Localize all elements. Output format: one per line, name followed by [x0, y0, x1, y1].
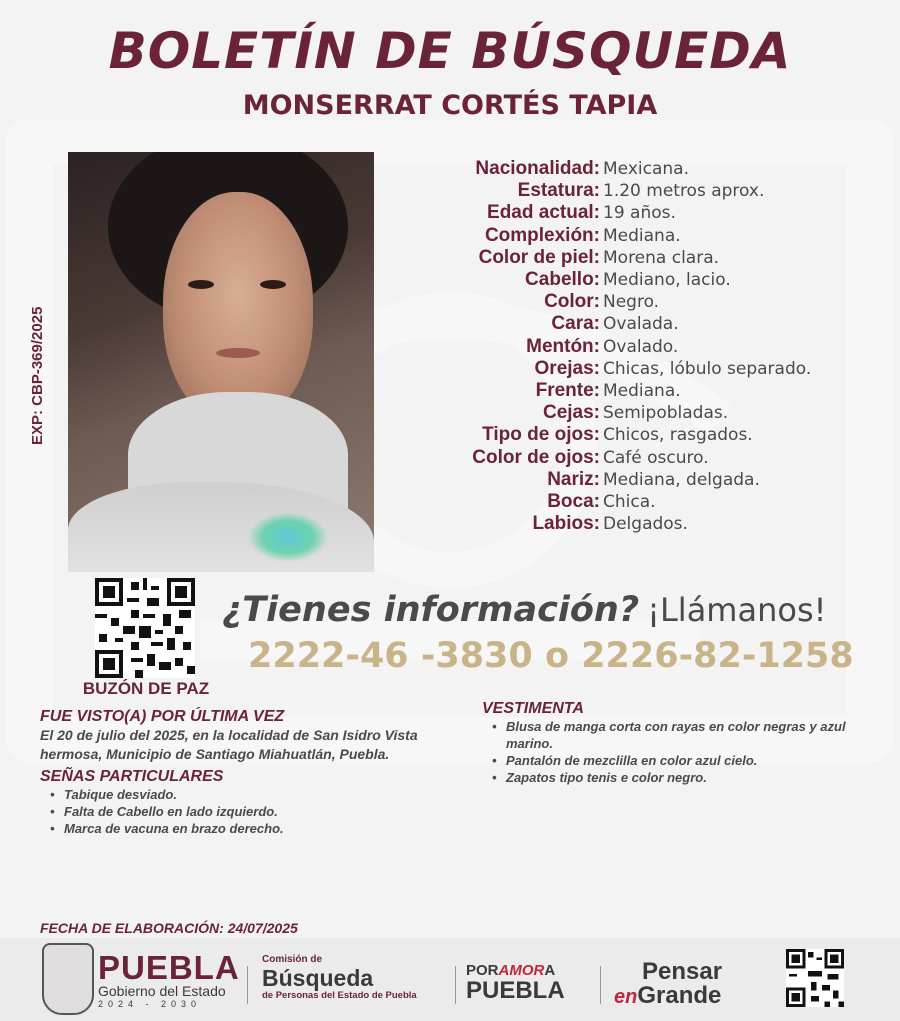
detail-value: Delgados.	[603, 514, 688, 535]
buzon-label: BUZÓN DE PAZ	[82, 679, 210, 698]
detail-value: Café oscuro.	[603, 447, 709, 468]
list-item: • Tabique desviado.	[40, 786, 470, 803]
list-item: • Marca de vacuna en brazo derecho.	[40, 820, 470, 837]
detail-row	[400, 269, 880, 291]
detail-value: Mediana, delgada.	[603, 469, 760, 490]
detail-label: Nacionalidad:	[475, 158, 600, 180]
detail-label: Cara:	[551, 313, 600, 335]
detail-label: Complexión:	[484, 224, 600, 246]
detail-value: Chicas, lóbulo separado.	[603, 358, 812, 379]
detail-row	[400, 358, 880, 380]
detail-label: Color de piel:	[478, 246, 600, 268]
detail-row	[400, 424, 880, 446]
poramor-amor: AMOR	[498, 962, 545, 979]
clothing-section	[482, 700, 882, 786]
detail-label: Estatura:	[517, 180, 600, 202]
detail-row	[400, 513, 880, 535]
list-item: • Blusa de manga corta con rayas en color negras y azul marino.	[482, 718, 882, 752]
detail-value: Mexicana.	[603, 159, 689, 180]
comision-busqueda-logo	[262, 954, 447, 1002]
marks-list	[40, 786, 470, 837]
detail-row	[400, 180, 880, 202]
detail-value: Mediano, lacio.	[603, 270, 731, 291]
last-seen-section	[40, 708, 470, 837]
poramor-por: POR	[466, 962, 499, 979]
list-item: • Zapatos tipo tenis e color negro.	[482, 769, 882, 786]
last-seen-text: El 20 de julio del 2025, en la localidad de San Isidro Vista hermosa, Municipio de Santiago Miahuatlán, Puebla.	[40, 727, 418, 762]
puebla-government-logo	[98, 949, 240, 1010]
poramor-puebla: PUEBLA	[466, 977, 565, 1004]
detail-label: Edad actual:	[487, 202, 600, 224]
phone-numbers[interactable]: 2222-46 -3830 o 2226-82-1258	[248, 636, 854, 676]
detail-label: Color de ojos:	[472, 446, 600, 468]
person-photo	[68, 152, 374, 572]
detail-row	[400, 202, 880, 224]
detail-value: 1.20 metros aprox.	[603, 181, 765, 202]
comision-line-1: Comisión de	[262, 954, 323, 965]
detail-row	[400, 158, 880, 180]
detail-value: Ovalada.	[603, 314, 679, 335]
footer-divider	[455, 966, 456, 1004]
clothing-list	[482, 718, 882, 786]
detail-value: Chica.	[603, 491, 656, 512]
detail-label: Tipo de ojos:	[482, 424, 600, 446]
detail-label: Mentón:	[526, 335, 600, 357]
footer-divider	[247, 966, 248, 1004]
detail-value: Mediana.	[603, 380, 681, 401]
detail-row	[400, 313, 880, 335]
comision-line-2: Búsqueda	[262, 965, 374, 991]
detail-row	[400, 446, 880, 468]
list-item: • Falta de Cabello en lado izquierdo.	[40, 803, 470, 820]
detail-value: Negro.	[603, 292, 660, 313]
puebla-logo-gobierno: Gobierno del Estado	[98, 983, 226, 999]
person-name: MONSERRAT CORTÉS TAPIA	[242, 90, 658, 121]
pensar-en-grande-logo	[614, 960, 754, 1009]
detail-label: Labios:	[532, 513, 600, 535]
detail-label: Frente:	[535, 379, 600, 401]
detail-value: Chicos, rasgados.	[603, 425, 753, 446]
pensar-grande: Grande	[637, 982, 722, 1009]
detail-label: Orejas:	[534, 357, 600, 379]
last-seen-title: FUE VISTO(A) POR ÚLTIMA VEZ	[40, 708, 285, 725]
detail-label: Boca:	[547, 490, 600, 512]
footer-qr-code[interactable]	[786, 949, 844, 1007]
pensar-en: en	[614, 986, 638, 1008]
list-item: • Pantalón de mezclilla en color azul cielo.	[482, 752, 882, 769]
detail-row	[400, 402, 880, 424]
detail-value: 19 años.	[603, 203, 676, 224]
contact-call-text: ¡Llámanos!	[647, 591, 827, 629]
puebla-logo-years: 2024 - 2030	[98, 999, 202, 1009]
detail-value: Morena clara.	[603, 247, 720, 268]
detail-row	[400, 469, 880, 491]
detail-value: Semipobladas.	[603, 403, 729, 424]
detail-value: Ovalado.	[603, 336, 679, 357]
contact-question-text: ¿Tienes información?	[222, 590, 640, 630]
creation-date: FECHA DE ELABORACIÓN: 24/07/2025	[40, 920, 298, 936]
clothing-title: VESTIMENTA	[482, 700, 584, 717]
pensar-word: Pensar	[642, 958, 723, 985]
detail-row	[400, 291, 880, 313]
detail-row	[400, 225, 880, 247]
footer-divider	[600, 966, 601, 1004]
footer-logos	[0, 938, 900, 1021]
detail-label: Cabello:	[525, 269, 600, 291]
detail-label: Color:	[544, 291, 600, 313]
detail-row	[400, 247, 880, 269]
detail-row	[400, 380, 880, 402]
page-title: BOLETÍN DE BÚSQUEDA	[108, 22, 792, 80]
puebla-logo-word: PUEBLA	[98, 949, 240, 986]
detail-label: Nariz:	[547, 468, 600, 490]
detail-label: Cejas:	[542, 402, 600, 424]
buzon-qr-code[interactable]	[95, 578, 195, 678]
marks-title: SEÑAS PARTICULARES	[40, 768, 224, 785]
detail-row	[400, 491, 880, 513]
puebla-crest-icon	[42, 943, 94, 1015]
detail-row	[400, 336, 880, 358]
detail-value: Mediana.	[603, 225, 681, 246]
expediente-number: EXP: CBP-369/2025	[29, 306, 46, 445]
contact-question	[222, 590, 826, 630]
por-amor-a-puebla-logo	[466, 962, 586, 1003]
comision-line-3: de Personas del Estado de Puebla	[262, 990, 417, 1001]
poramor-a: A	[544, 962, 556, 979]
physical-details	[400, 158, 880, 535]
